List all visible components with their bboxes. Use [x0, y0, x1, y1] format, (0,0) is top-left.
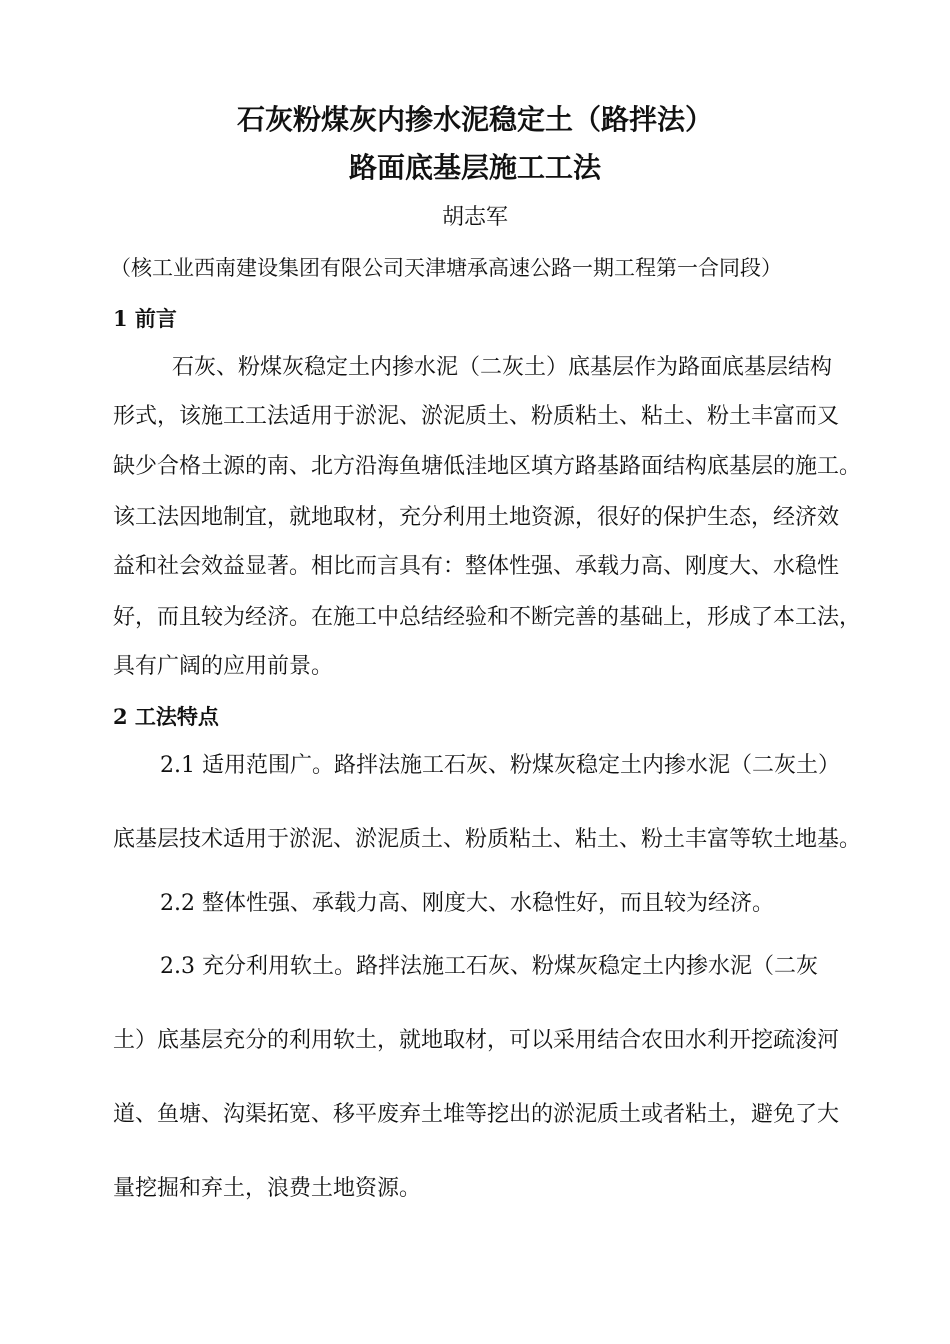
section-1-paragraph-line: 具有广阔的应用前景。: [113, 654, 334, 679]
section-2-item-2-line: 2.2 整体性强、承载力高、刚度大、水稳性好，而且较为经济。: [160, 891, 774, 916]
section-2-item-3-line: 道、鱼塘、沟渠拓宽、移平废弃土堆等挖出的淤泥质土或者粘土，避免了大: [113, 1102, 840, 1127]
section-2-heading: 2 工法特点: [113, 704, 219, 729]
author-affiliation: （核工业西南建设集团有限公司天津塘承高速公路一期工程第一合同段）: [110, 256, 782, 280]
section-2-item-3-line: 量挖掘和弃土，浪费土地资源。: [113, 1176, 422, 1201]
document-title-line-2: 路面底基层施工工法: [348, 151, 601, 184]
section-1-paragraph-line: 好，而且较为经济。在施工中总结经验和不断完善的基础上，形成了本工法，: [113, 605, 862, 630]
section-1-heading: 1 前言: [113, 306, 177, 331]
section-1-paragraph-line: 益和社会效益显著。相比而言具有：整体性强、承载力高、刚度大、水稳性: [113, 554, 840, 579]
section-1-paragraph-line: 形式，该施工工法适用于淤泥、淤泥质土、粉质粘土、粘土、粉土丰富而又: [113, 404, 840, 429]
section-2-item-1-line: 底基层技术适用于淤泥、淤泥质土、粉质粘土、粘土、粉土丰富等软土地基。: [113, 827, 862, 852]
section-1-paragraph-line: 该工法因地制宜，就地取材，充分利用土地资源，很好的保护生态，经济效: [113, 505, 840, 530]
section-2-item-1-line: 2.1 适用范围广。路拌法施工石灰、粉煤灰稳定土内掺水泥（二灰土）: [160, 753, 840, 778]
document-title-line-1: 石灰粉煤灰内掺水泥稳定土（路拌法）: [236, 103, 713, 136]
section-1-paragraph-line: 缺少合格土源的南、北方沿海鱼塘低洼地区填方路基路面结构底基层的施工。: [113, 454, 862, 479]
author-name: 胡志军: [441, 205, 508, 230]
section-2-item-3-line: 2.3 充分利用软土。路拌法施工石灰、粉煤灰稳定土内掺水泥（二灰: [160, 954, 818, 979]
section-2-item-3-line: 土）底基层充分的利用软土，就地取材，可以采用结合农田水利开挖疏浚河: [113, 1028, 840, 1053]
section-1-paragraph-line: 石灰、粉煤灰稳定土内掺水泥（二灰土）底基层作为路面底基层结构: [172, 355, 833, 380]
